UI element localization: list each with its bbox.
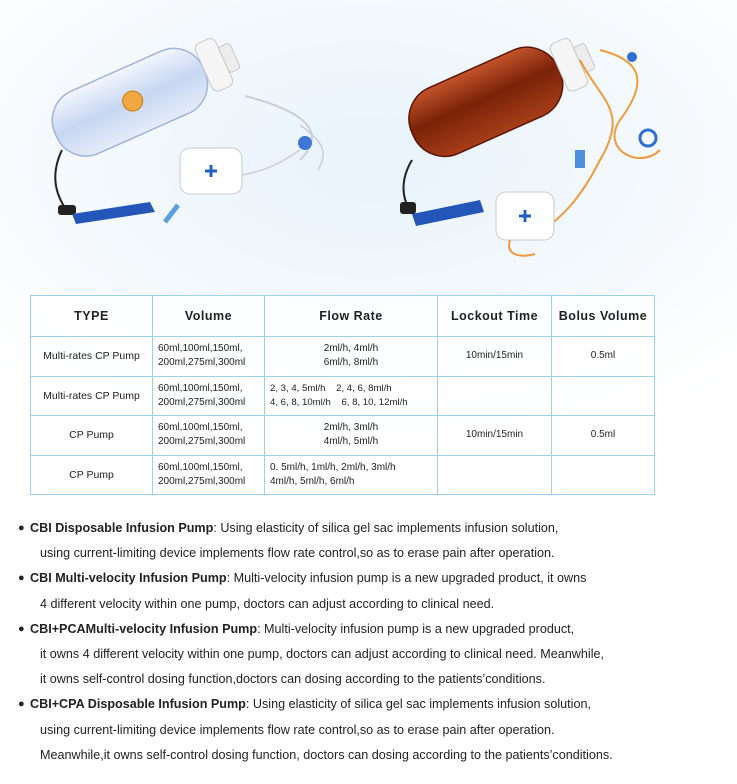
description-title: CBI Multi-velocity Infusion Pump — [30, 571, 227, 586]
cell-type: Multi-rates CP Pump — [31, 376, 153, 416]
description-title: CBI+CPA Disposable Infusion Pump — [30, 697, 246, 712]
amber-infusion-pump-image — [398, 23, 660, 256]
bullet-dot-icon: ● — [18, 522, 25, 534]
description-continuation: using current-limiting device implements flow rate control,so as to erase pain after operation. — [40, 722, 555, 737]
cell-lockout-time — [438, 455, 552, 495]
description-continuation: it owns self-control dosing function,doctors can dosing according to the patients’conditions. — [40, 672, 546, 687]
cell-flow-rate: 2ml/h, 3ml/h 4ml/h, 5ml/h — [265, 416, 438, 456]
bullet-dot-icon: ● — [18, 622, 25, 635]
description-title: CBI Disposable Infusion Pump — [30, 521, 214, 535]
cell-flow-rate: 0. 5ml/h, 1ml/h, 2ml/h, 3ml/h 4ml/h, 5ml/h, 6ml/h — [265, 455, 438, 495]
table-row — [31, 376, 655, 416]
description-item — [18, 617, 718, 693]
product-descriptions — [18, 516, 718, 768]
description-item — [18, 516, 718, 566]
product-images — [0, 0, 737, 280]
cell-flow-rate: 2ml/h, 4ml/h 6ml/h, 8ml/h — [265, 337, 438, 377]
bullet-dot-icon: ● — [18, 572, 25, 585]
cell-bolus-volume — [552, 455, 655, 495]
description-title: CBI+PCAMulti-velocity Infusion Pump — [30, 621, 258, 636]
table-row — [31, 455, 655, 495]
description-continuation: 4 different velocity within one pump, doctors can adjust according to clinical need. — [40, 596, 495, 611]
cell-bolus-volume: 0.5ml — [552, 416, 655, 456]
cell-volume: 60ml,100ml,150ml, 200ml,275ml,300ml — [153, 337, 265, 377]
table-row — [31, 416, 655, 456]
cell-bolus-volume — [552, 376, 655, 416]
cell-volume: 60ml,100ml,150ml, 200ml,275ml,300ml — [153, 416, 265, 456]
cell-flow-rate: 2, 3, 4, 5ml/h 2, 4, 6, 8ml/h 4, 6, 8, 10ml/h 6, 8, 10, 12ml/h — [265, 376, 438, 416]
cell-bolus-volume: 0.5ml — [552, 337, 655, 377]
description-continuation: it owns 4 different velocity within one pump, doctors can adjust according to clinical need. Meanwhile, — [40, 647, 604, 662]
spec-table — [30, 295, 655, 495]
description-item — [18, 566, 718, 616]
table-header-row — [31, 296, 655, 337]
cell-type: Multi-rates CP Pump — [31, 337, 153, 377]
cell-type: CP Pump — [31, 455, 153, 495]
header-type: TYPE — [31, 296, 153, 337]
cell-type: CP Pump — [31, 416, 153, 456]
description-text: : Using elasticity of silica gel sac implements infusion solution, — [245, 697, 591, 712]
clear-infusion-pump-image — [42, 24, 323, 224]
description-text: : Using elasticity of silica gel sac implements infusion solution, — [213, 521, 559, 535]
description-text: : Multi-velocity infusion pump is a new upgraded product, it owns — [226, 571, 587, 586]
cell-volume: 60ml,100ml,150ml, 200ml,275ml,300ml — [153, 455, 265, 495]
description-item — [18, 692, 718, 768]
bullet-dot-icon: ● — [18, 698, 25, 711]
description-continuation: Meanwhile,it owns self-control dosing function, doctors can dosing according to the patients’conditions. — [40, 747, 613, 762]
cell-volume: 60ml,100ml,150ml, 200ml,275ml,300ml — [153, 376, 265, 416]
cell-lockout-time: 10min/15min — [438, 337, 552, 377]
cell-lockout-time — [438, 376, 552, 416]
description-continuation: using current-limiting device implements flow rate control,so as to erase pain after operation. — [40, 546, 555, 561]
header-volume: Volume — [153, 296, 265, 337]
cell-lockout-time: 10min/15min — [438, 416, 552, 456]
header-flow-rate: Flow Rate — [265, 296, 438, 337]
table-row — [31, 337, 655, 377]
header-lockout-time: Lockout Time — [438, 296, 552, 337]
description-text: : Multi-velocity infusion pump is a new upgraded product, — [257, 621, 575, 636]
header-bolus-volume: Bolus Volume — [552, 296, 655, 337]
